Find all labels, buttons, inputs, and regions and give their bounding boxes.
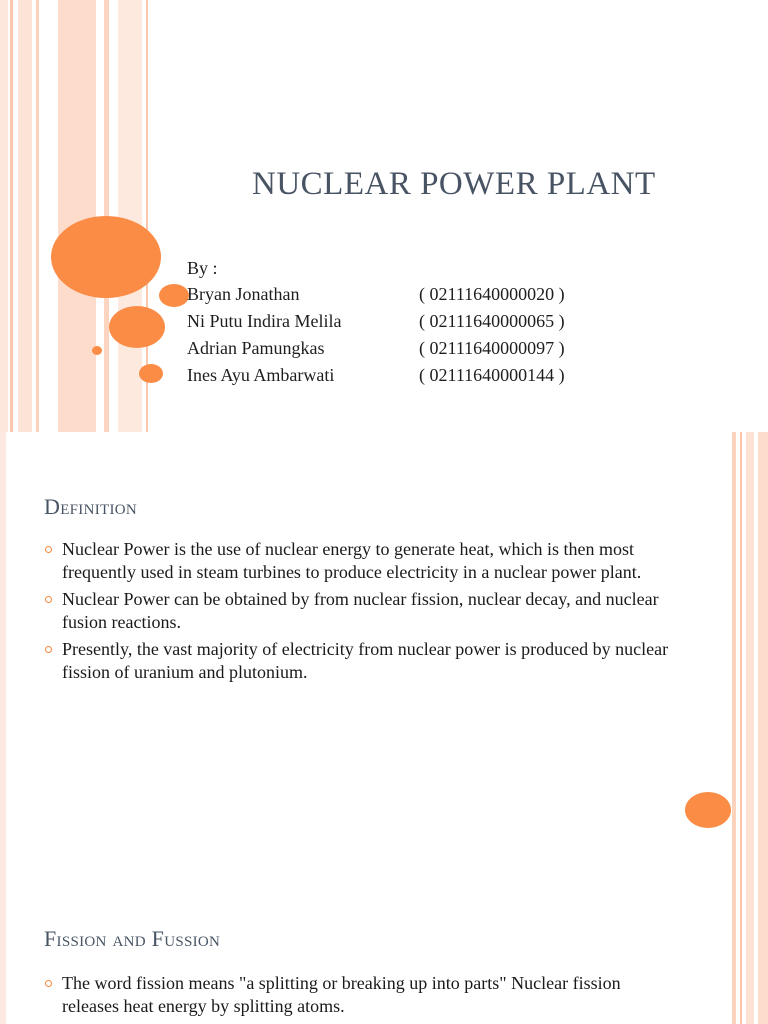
author-name: Ni Putu Indira Melila — [187, 311, 342, 331]
author-id: ( 02111640000065 ) — [419, 311, 565, 331]
decor-circle-tiny — [92, 346, 102, 355]
bullet-item — [44, 972, 674, 1018]
bullet-list — [44, 972, 674, 1022]
decor-stripe — [758, 432, 768, 866]
bullet-text: Presently, the vast majority of electricity from nuclear power is produced by nuclear fission of uranium and plutonium. — [62, 639, 669, 682]
definition-slide — [0, 432, 768, 866]
decor-circle-small — [139, 364, 163, 383]
bullet-ring-icon — [45, 980, 52, 987]
decor-stripe — [118, 0, 142, 432]
decor-stripe — [10, 0, 13, 432]
decor-stripe — [36, 0, 39, 432]
bullet-text: Nuclear Power is the use of nuclear energy to generate heat, which is then most frequently used in steam turbines to produce electricity in a nuclear power plant. — [62, 539, 642, 582]
presentation-title: NUCLEAR POWER PLANT — [252, 166, 656, 202]
decor-stripe — [0, 866, 6, 1024]
slide-heading: Definition — [44, 494, 138, 519]
decor-stripe — [58, 0, 96, 432]
decor-circle — [685, 792, 731, 828]
author-name: Ines Ayu Ambarwati — [187, 365, 335, 385]
decor-stripe — [740, 866, 742, 1024]
bullet-ring-icon — [45, 646, 52, 653]
author-id: ( 02111640000144 ) — [419, 365, 565, 385]
bullet-text: Nuclear Power can be obtained by from nuclear fission, nuclear decay, and nuclear fusion reactions. — [62, 589, 659, 632]
decor-circle-large — [51, 216, 161, 298]
decor-stripe — [0, 432, 6, 866]
decor-stripe — [758, 866, 768, 1024]
decor-circle-medium — [109, 306, 165, 348]
author-id: ( 02111640000097 ) — [419, 338, 565, 358]
decor-circle-small — [159, 284, 189, 307]
author-row — [187, 338, 565, 359]
decor-stripe — [0, 0, 8, 432]
author-name: Adrian Pamungkas — [187, 338, 325, 358]
bullet-item — [44, 538, 674, 584]
decor-stripe — [732, 866, 736, 1024]
bullet-ring-icon — [45, 596, 52, 603]
decor-stripe — [740, 432, 742, 866]
bullet-item — [44, 588, 674, 634]
fission-slide — [0, 866, 768, 1024]
decor-stripe — [746, 432, 754, 866]
author-row — [187, 365, 565, 386]
author-row — [187, 284, 565, 305]
author-name: Bryan Jonathan — [187, 284, 300, 304]
bullet-ring-icon — [45, 546, 52, 553]
decor-stripe — [746, 866, 754, 1024]
bullet-list — [44, 538, 674, 688]
bullet-item — [44, 638, 674, 684]
decor-stripe — [18, 0, 32, 432]
slide-heading: Fission and Fussion — [44, 926, 221, 951]
author-id: ( 02111640000020 ) — [419, 284, 565, 304]
author-row — [187, 311, 565, 332]
title-slide — [0, 0, 768, 432]
bullet-text: The word fission means "a splitting or breaking up into parts" Nuclear fission releases heat energy by splitting atoms. — [62, 973, 621, 1016]
by-label: By : — [187, 258, 218, 278]
decor-stripe — [732, 432, 736, 866]
